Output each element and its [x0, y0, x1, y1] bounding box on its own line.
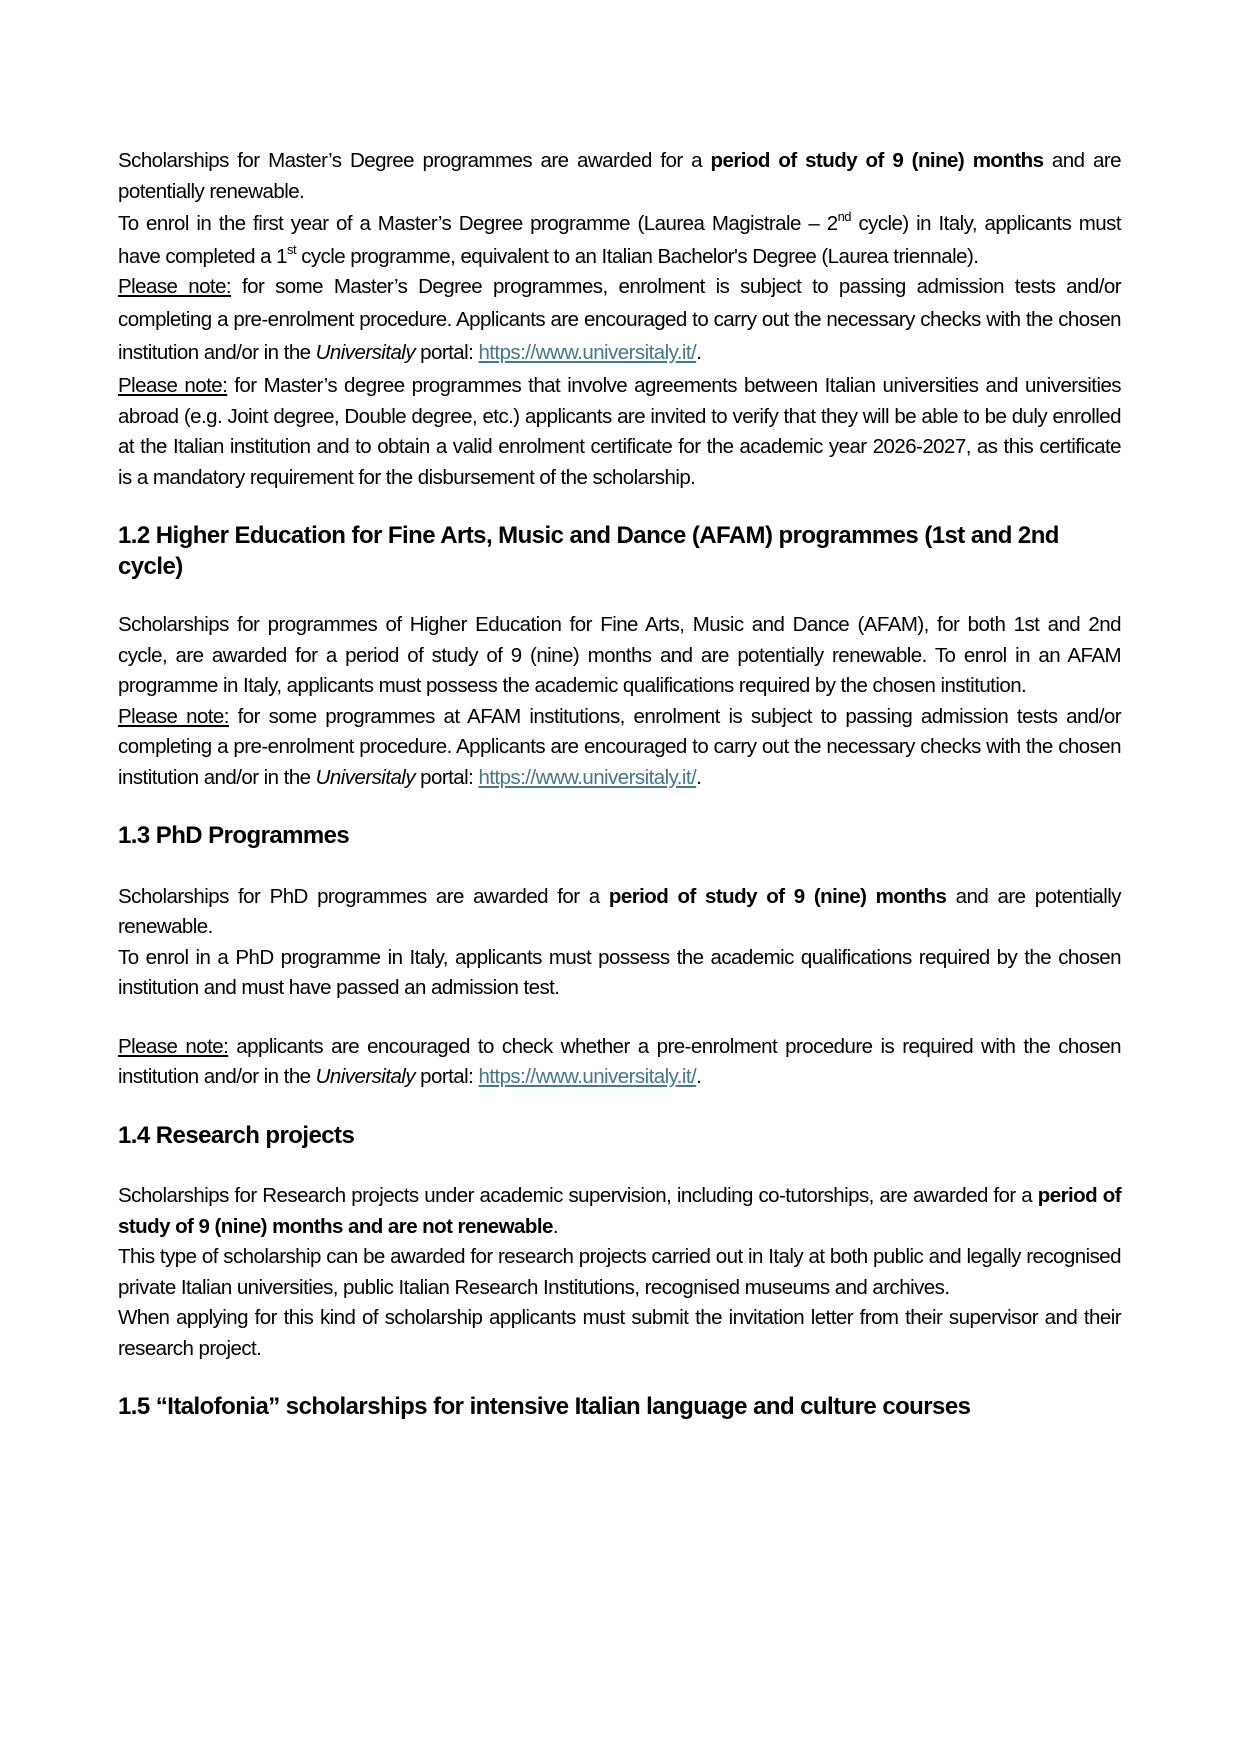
- bold-duration: period of study of 9 (nine) months: [710, 149, 1044, 172]
- section-phd: [118, 821, 1121, 1093]
- masters-note-admission: Please note: for some Master’s Degree programmes, enrolment is subject to passing admission tests and/or completing a pre-enrolment procedure. Applicants are encouraged to carry out the necessary checks with the chosen institution and/or in the Universitaly portal: https://www.universitaly.it/.: [118, 275, 1122, 364]
- research-application-paragraph: When applying for this kind of scholarship applicants must submit the invitation letter from their supervisor and their research project.: [118, 1306, 1121, 1360]
- section-afam: [118, 521, 1121, 793]
- phd-enrolment-paragraph: To enrol in a PhD programme in Italy, applicants must possess the academic qualifications required by the chosen institution and must have passed an admission test.: [118, 945, 1121, 999]
- section-italofonia: [118, 1392, 1121, 1423]
- masters-note-joint-degree: Please note: for Master’s degree programmes that involve agreements between Italian universities and universities abroad (e.g. Joint degree, Double degree, etc.) applicants are invited to verify that they will be able to be duly enrolled at the Italian institution and to obtain a valid enrolment certificate for the academic year 2026-2027, as this certificate is a mandatory requirement for the disbursement of the scholarship.: [118, 374, 1121, 489]
- afam-note: Please note: for some programmes at AFAM institutions, enrolment is subject to passing admission tests and/or completing a pre-enrolment procedure. Applicants are encouraged to carry out the necessary checks with the chosen institution and/or in the Universitaly portal: https://www.universitaly.it/.: [118, 704, 1121, 789]
- section-heading-research: 1.4 Research projects: [118, 1121, 355, 1149]
- universitaly-link[interactable]: https://www.universitaly.it/: [478, 341, 697, 364]
- research-institutions-paragraph: This type of scholarship can be awarded for research projects carried out in Italy at both public and legally recognised private Italian universities, public Italian Research Institutions, recognised museums and archives.: [118, 1245, 1121, 1299]
- universitaly-link[interactable]: https://www.universitaly.it/: [478, 765, 697, 789]
- please-note-label: Please note:: [118, 704, 229, 728]
- phd-duration-paragraph: Scholarships for PhD programmes are awarded for a period of study of 9 (nine) months and are potentially renewable.: [118, 884, 1121, 938]
- masters-enrolment-paragraph: To enrol in the first year of a Master’s Degree programme (Laurea Magistrale – 2nd cycle) in Italy, applicants must have completed a 1st cycle programme, equivalent to an Italian Bachelor's Degree (Laurea triennale).: [118, 209, 1121, 268]
- please-note-label: Please note:: [118, 275, 232, 298]
- section-heading-afam: 1.2 Higher Education for Fine Arts, Music and Dance (AFAM) programmes (1st and 2nd cycle): [118, 522, 1059, 580]
- bold-duration: period of study of 9 (nine) months and are not renewable: [118, 1184, 1121, 1238]
- research-duration-paragraph: Scholarships for Research projects under academic supervision, including co-tutorships, are awarded for a period of study of 9 (nine) months and are not renewable.: [118, 1184, 1121, 1238]
- please-note-label: Please note:: [118, 374, 228, 397]
- section-masters-degree: [118, 146, 1121, 493]
- section-research-projects: [118, 1121, 1121, 1365]
- please-note-label: Please note:: [118, 1034, 229, 1058]
- bold-duration: period of study of 9 (nine) months: [608, 884, 947, 908]
- masters-duration-paragraph: Scholarships for Master’s Degree programmes are awarded for a period of study of 9 (nine) months and are potentially renewable.: [118, 149, 1121, 203]
- afam-paragraph: Scholarships for programmes of Higher Education for Fine Arts, Music and Dance (AFAM), for both 1st and 2nd cycle, are awarded for a period of study of 9 (nine) months and are potentially renewable. To enrol in an AFAM programme in Italy, applicants must possess the academic qualifications required by the chosen institution.: [118, 613, 1121, 697]
- section-heading-phd: 1.3 PhD Programmes: [118, 822, 350, 849]
- phd-note: Please note: applicants are encouraged to check whether a pre-enrolment procedure is required with the chosen institution and/or in the Universitaly portal: https://www.universitaly.it/.: [118, 1034, 1121, 1088]
- universitaly-link[interactable]: https://www.universitaly.it/: [478, 1065, 697, 1088]
- section-heading-italofonia: 1.5 “Italofonia” scholarships for intensive Italian language and culture courses: [118, 1393, 971, 1420]
- document-page: [118, 146, 1121, 1423]
